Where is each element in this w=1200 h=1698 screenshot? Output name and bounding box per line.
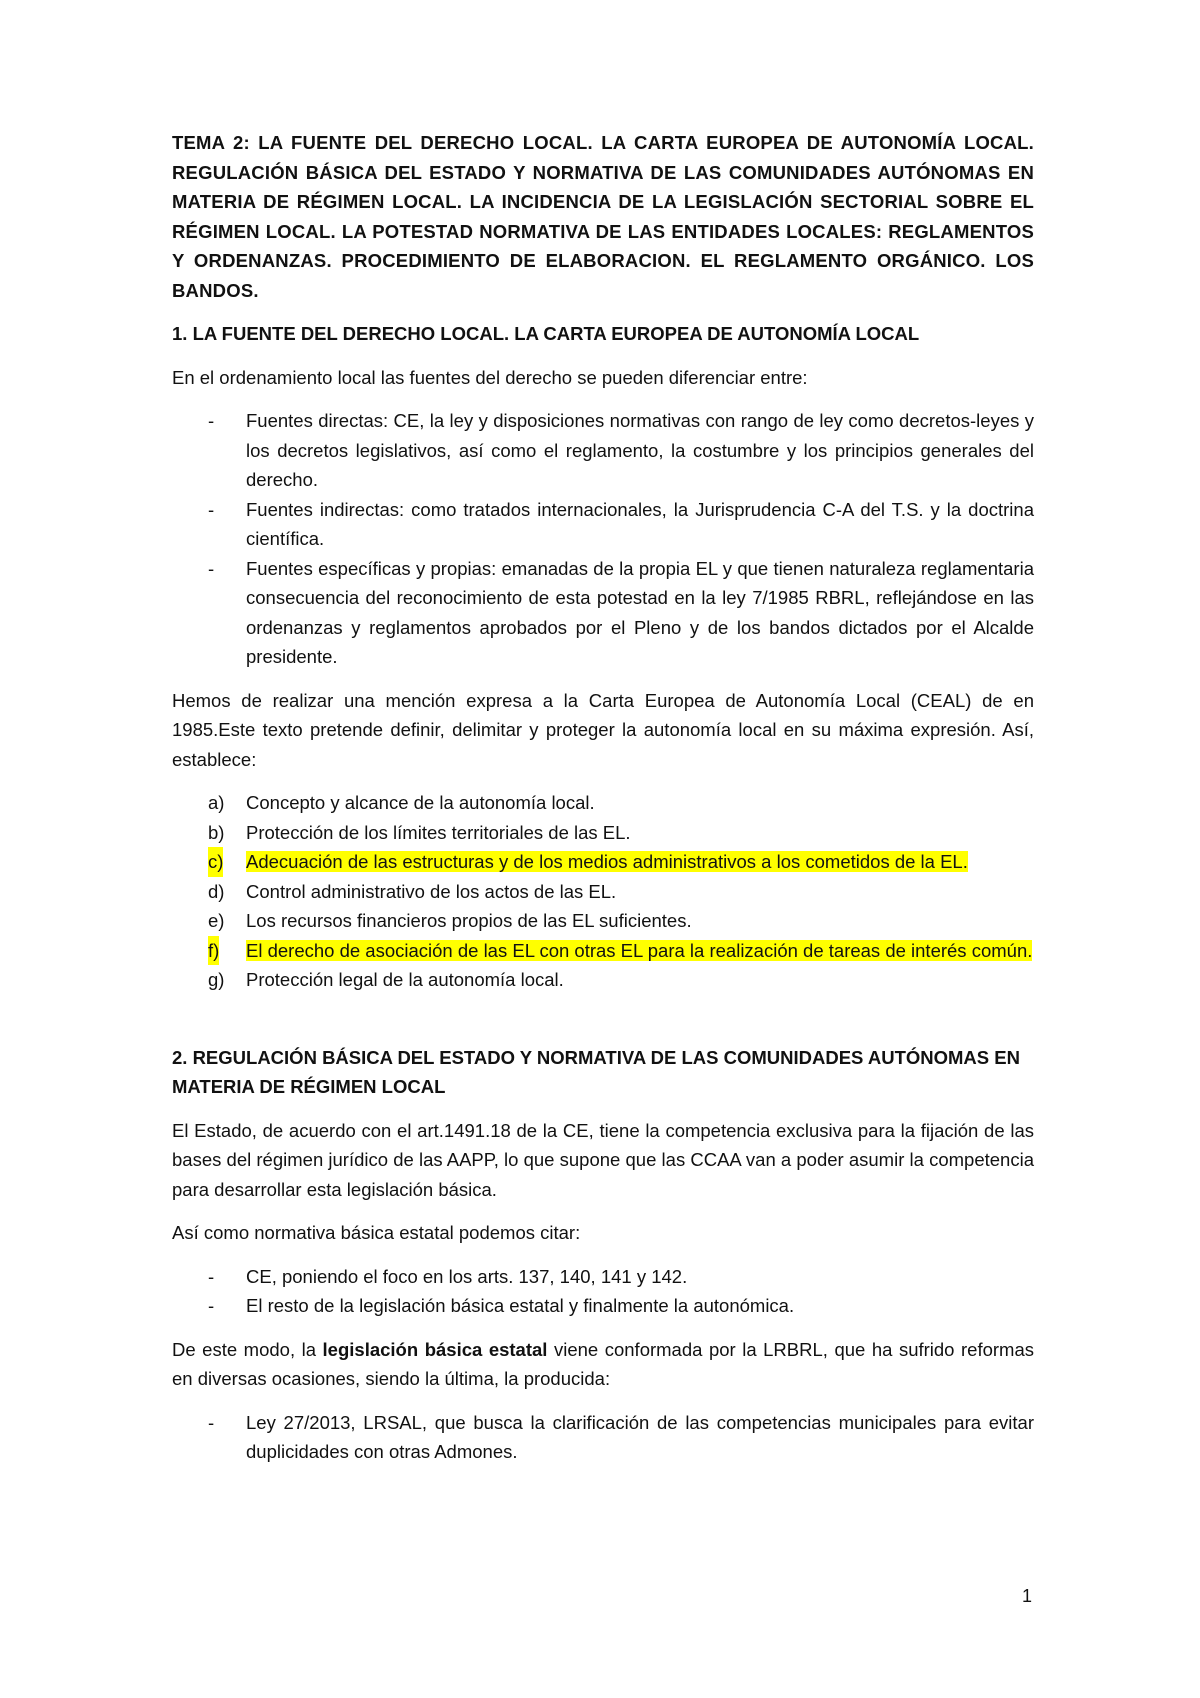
bold-term: legislación básica estatal	[322, 1338, 548, 1360]
section-2-paragraph-2: Así como normativa básica estatal podemos citar:	[172, 1222, 581, 1243]
list-item	[172, 877, 1034, 907]
list-marker: c)	[208, 847, 223, 877]
list-bullet: -	[208, 498, 215, 520]
list-bullet: -	[208, 410, 215, 431]
list-item-text: CE, poniendo el foco en los arts. 137, 140, 141 y 142.	[246, 1265, 688, 1287]
list-marker: f)	[208, 936, 219, 966]
list-marker: g)	[208, 969, 225, 990]
ceal-paragraph: Hemos de realizar una mención expresa a la Carta Europea de Autonomía Local (CEAL) de en 1985.Este texto pretende definir, delimitar y proteger la autonomía local en su máxima expresión. Así, establece:	[172, 689, 1034, 770]
list-item-highlighted	[172, 847, 1034, 877]
section-1-intro: En el ordenamiento local las fuentes del derecho se pueden diferenciar entre:	[172, 366, 808, 388]
reform-list	[172, 1408, 1034, 1467]
list-item	[172, 1291, 1034, 1321]
list-item	[172, 818, 1034, 848]
list-item	[172, 406, 1034, 495]
list-bullet: -	[208, 557, 215, 579]
list-item	[172, 554, 1034, 672]
paragraph-text: De este modo, la	[172, 1338, 323, 1360]
document-body	[172, 128, 1034, 1481]
list-item-text: Protección legal de la autonomía local.	[246, 969, 564, 990]
list-item	[172, 788, 1034, 818]
list-item-text: Los recursos financieros propios de las EL suficientes.	[246, 910, 692, 931]
list-item	[172, 495, 1034, 554]
section-2-paragraph-1: El Estado, de acuerdo con el art.1491.18 de la CE, tiene la competencia exclusiva para la fijación de las bases del régimen jurídico de las AAPP, lo que supone que las CCAA van a poder asumir la competencia para desarrollar esta legislación básica.	[172, 1119, 1034, 1200]
list-item	[172, 906, 1034, 936]
list-item-highlighted	[172, 936, 1034, 966]
list-item-text: El resto de la legislación básica estatal y finalmente la autonómica.	[246, 1295, 795, 1316]
paragraph-text: viene conformada por la LRBRL, que ha sufrido reformas en diversas ocasiones, siendo la última, la producida:	[172, 1338, 1034, 1389]
basic-legislation-list	[172, 1262, 1034, 1321]
highlighted-text: Adecuación de las estructuras y de los medios administrativos a los cometidos de la EL.	[246, 851, 968, 872]
list-item	[172, 965, 1034, 995]
page-number: 1	[1022, 1586, 1033, 1606]
list-item-text: Ley 27/2013, LRSAL, que busca la clarificación de las competencias municipales para evitar duplicidades con otras Admones.	[246, 1411, 1034, 1462]
list-item	[172, 1262, 1034, 1292]
section-1-heading: 1. LA FUENTE DEL DERECHO LOCAL. LA CARTA EUROPEA DE AUTONOMÍA LOCAL	[172, 323, 920, 344]
list-item-text: Fuentes específicas y propias: emanadas de la propia EL y que tienen naturaleza reglamentaria consecuencia del reconocimiento de esta potestad en la ley 7/1985 RBRL, reflejándose en las ordenanzas y reglamentos aprobados por el Pleno y de los bandos dictados por el Alcalde presidente.	[246, 557, 1034, 667]
list-item-text: Control administrativo de los actos de las EL.	[246, 880, 617, 902]
list-item-text: Concepto y alcance de la autonomía local.	[246, 792, 595, 813]
list-item-text: Protección de los límites territoriales de las EL.	[246, 821, 631, 843]
highlighted-text: El derecho de asociación de las EL con otras EL para la realización de tareas de interés común.	[246, 939, 1033, 961]
ceal-list	[172, 788, 1034, 995]
list-marker: e)	[208, 910, 225, 931]
list-item-text: Fuentes directas: CE, la ley y disposiciones normativas con rango de ley como decretos-leyes y los decretos legislativos, así como el reglamento, la costumbre y los principios generales del derecho.	[246, 410, 1034, 490]
sources-list	[172, 406, 1034, 672]
list-bullet: -	[208, 1295, 215, 1316]
document-title: TEMA 2: LA FUENTE DEL DERECHO LOCAL. LA CARTA EUROPEA DE AUTONOMÍA LOCAL. REGULACIÓN BÁSICA DEL ESTADO Y NORMATIVA DE LAS COMUNIDADES AUTÓNOMAS EN MATERIA DE RÉGIMEN LOCAL. LA INCIDENCIA DE LA LEGISLACIÓN SECTORIAL SOBRE EL RÉGIMEN LOCAL. LA POTESTAD NORMATIVA DE LAS ENTIDADES LOCALES: REGLAMENTOS Y ORDENANZAS. PROCEDIMIENTO DE ELABORACION. EL REGLAMENTO ORGÁNICO. LOS BANDOS.	[172, 132, 1034, 301]
section-2-heading: 2. REGULACIÓN BÁSICA DEL ESTADO Y NORMATIVA DE LAS COMUNIDADES AUTÓNOMAS EN MATERIA DE RÉGIMEN LOCAL	[172, 1046, 1020, 1097]
list-marker: d)	[208, 880, 225, 902]
list-marker: b)	[208, 821, 225, 843]
list-bullet: -	[208, 1411, 215, 1433]
section-2-paragraph-3	[172, 1335, 1034, 1394]
list-marker: a)	[208, 792, 225, 813]
list-item-text: Fuentes indirectas: como tratados internacionales, la Jurisprudencia C-A del T.S. y la doctrina científica.	[246, 498, 1034, 549]
list-bullet: -	[208, 1265, 215, 1287]
list-item	[172, 1408, 1034, 1467]
